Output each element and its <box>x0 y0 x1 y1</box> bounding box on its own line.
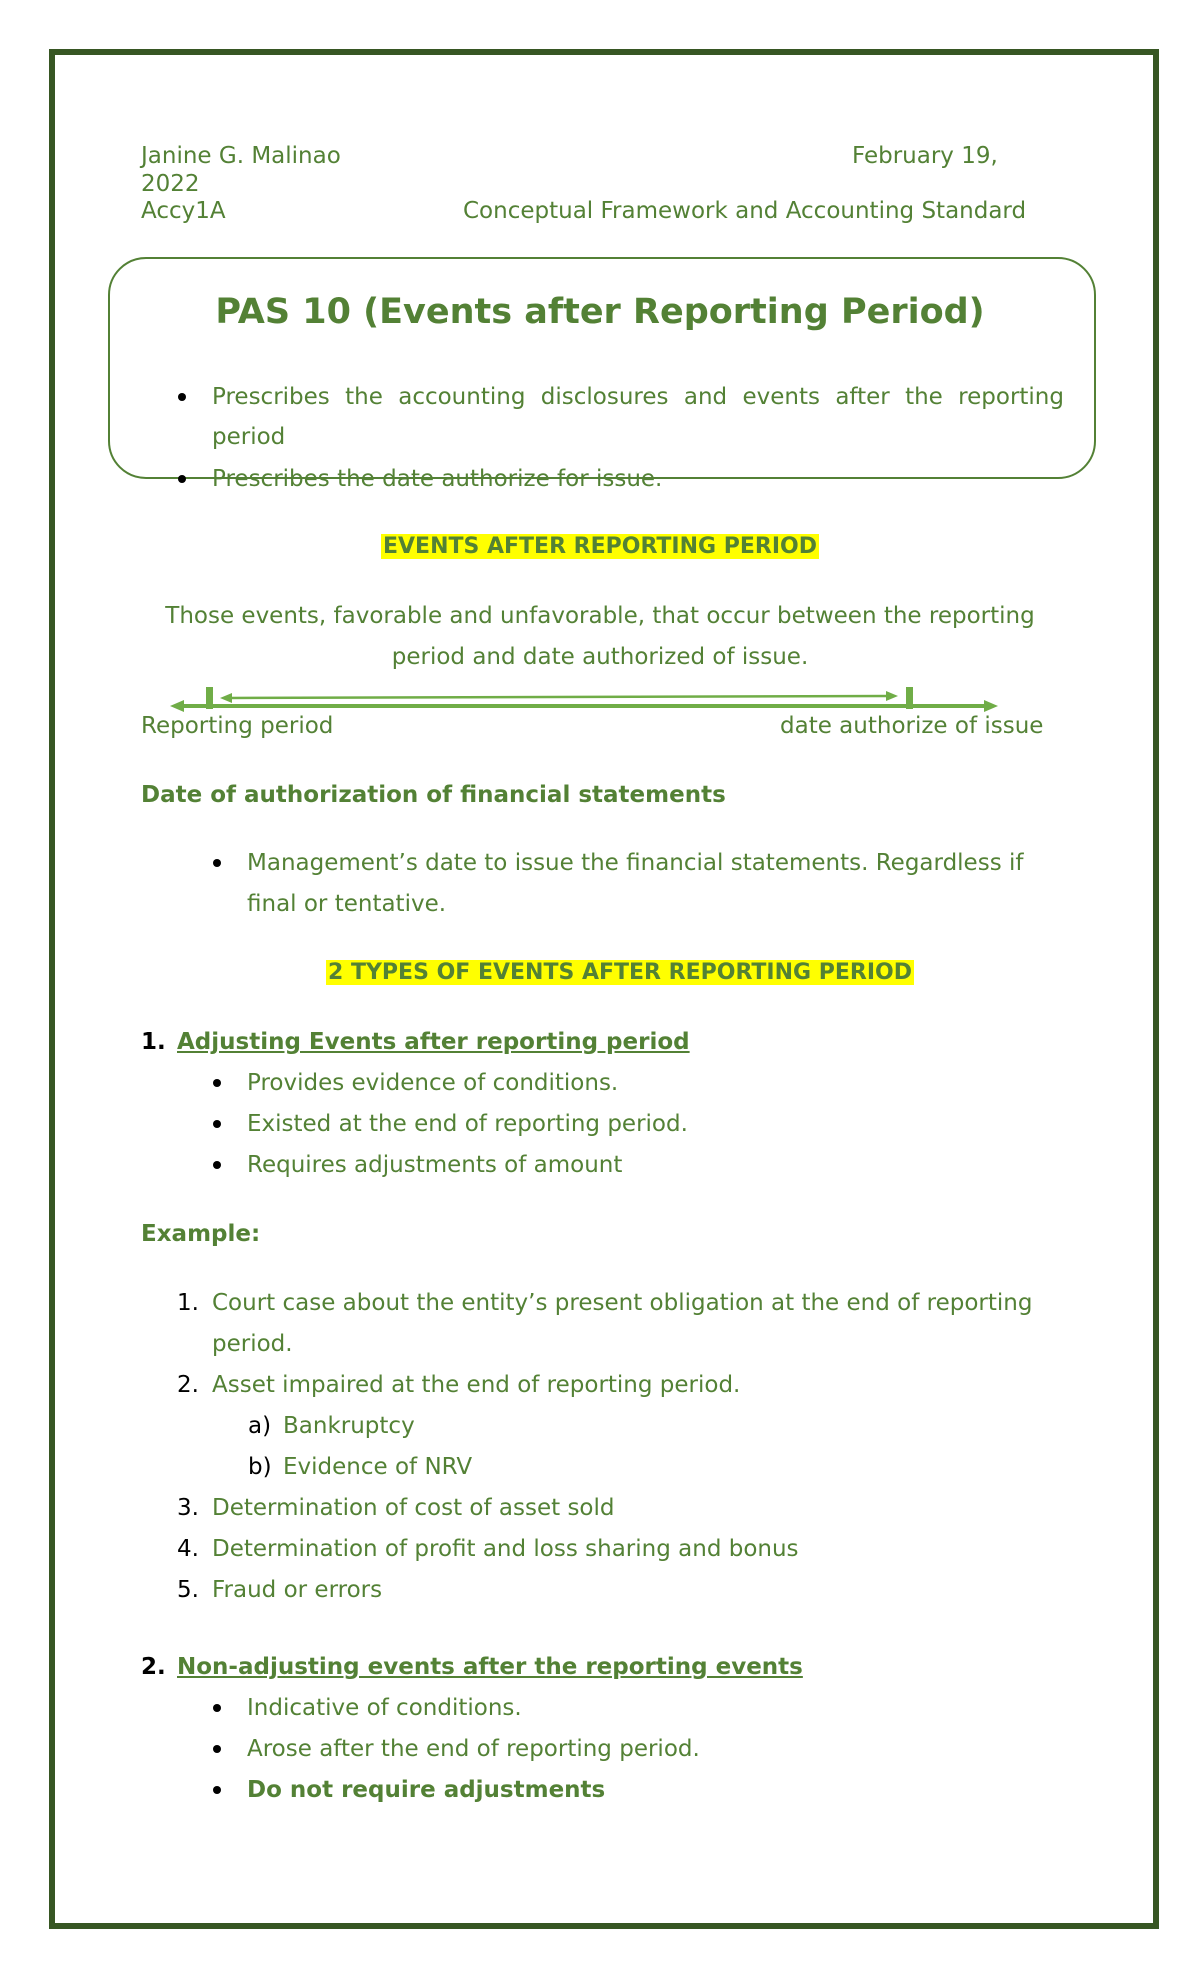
list-item: Fraud or errors <box>212 1577 383 1603</box>
span-arrow-left-icon <box>220 693 232 703</box>
list-item: Existed at the end of reporting period. <box>247 1111 688 1137</box>
section-heading <box>0 959 1200 987</box>
non-adjusting-heading: Non-adjusting events after the reporting events <box>177 1654 803 1680</box>
date-line1: February 19, <box>852 143 998 169</box>
example-label: Example: <box>141 1221 261 1247</box>
bullet-dot <box>213 1745 221 1753</box>
sub-list-item: Bankruptcy <box>283 1413 415 1439</box>
list-item: Requires adjustments of amount <box>247 1152 623 1178</box>
subject-title: Conceptual Framework and Accounting Standard <box>463 198 1027 224</box>
definition-line2: period and date authorized of issue. <box>391 644 809 670</box>
list-number: 3. <box>177 1495 199 1521</box>
adjusting-heading: Adjusting Events after reporting period <box>177 1029 690 1055</box>
bullet-dot <box>213 1120 221 1128</box>
span-arrow-line <box>226 696 892 698</box>
list-item: Do not require adjustments <box>247 1777 606 1803</box>
definition-line1: Those events, favorable and unfavorable, that occur between the reporting <box>165 603 1035 629</box>
bullet-dot <box>213 1704 221 1712</box>
authorization-bullet-line2: final or tentative. <box>247 891 447 917</box>
author-name: Janine G. Malinao <box>141 143 341 169</box>
arrow-left-icon <box>170 700 184 712</box>
box-bullet-1-line2: period <box>212 424 286 450</box>
timeline-left-label: Reporting period <box>141 713 334 739</box>
span-arrow-right-icon <box>886 691 898 701</box>
sub-list-letter: a) <box>248 1413 272 1439</box>
list-item: Indicative of conditions. <box>247 1695 522 1721</box>
types-heading: 2 TYPES OF EVENTS AFTER REPORTING PERIOD <box>328 960 912 985</box>
section-heading <box>0 533 1200 561</box>
bullet-dot <box>178 393 186 401</box>
timeline-right-label: date authorize of issue <box>780 713 1044 739</box>
bullet-dot <box>178 475 186 483</box>
bullet-dot <box>213 1161 221 1169</box>
authorization-bullet-line1: Management’s date to issue the financial statements. Regardless if <box>247 850 1024 876</box>
list-number: 4. <box>177 1536 199 1562</box>
reporting-period-marker <box>206 687 213 709</box>
box-bullet-2: Prescribes the date authorize for issue. <box>212 466 663 492</box>
bullet-dot <box>213 859 221 867</box>
list-item: Asset impaired at the end of reporting period. <box>212 1372 741 1398</box>
box-bullet-1-line1: Prescribes the accounting disclosures and events after the reporting <box>212 384 1064 410</box>
bullet-dot <box>213 1786 221 1794</box>
sub-list-item: Evidence of NRV <box>283 1454 473 1480</box>
sub-list-letter: b) <box>248 1454 272 1480</box>
list-item: Determination of profit and loss sharing and bonus <box>212 1536 799 1562</box>
page-title: PAS 10 (Events after Reporting Period) <box>215 292 985 332</box>
list-item: Determination of cost of asset sold <box>212 1495 615 1521</box>
arrow-right-icon <box>984 700 998 712</box>
list-item: Provides evidence of conditions. <box>247 1070 619 1096</box>
authorization-heading: Date of authorization of financial statements <box>141 782 726 808</box>
list-item: Court case about the entity’s present obligation at the end of reporting <box>212 1290 1033 1316</box>
authorize-date-marker <box>906 687 913 709</box>
list-number: 1. <box>177 1290 199 1316</box>
course-code: Accy1A <box>141 198 226 224</box>
list-number: 5. <box>177 1577 199 1603</box>
events-heading: EVENTS AFTER REPORTING PERIOD <box>382 534 817 559</box>
list-number: 2. <box>177 1372 199 1398</box>
bullet-dot <box>213 1079 221 1087</box>
date-line2: 2022 <box>141 171 200 197</box>
list-item: period. <box>212 1331 293 1357</box>
list-item: Arose after the end of reporting period. <box>247 1736 700 1762</box>
list-number: 1. <box>141 1029 166 1055</box>
list-number: 2. <box>141 1654 166 1680</box>
